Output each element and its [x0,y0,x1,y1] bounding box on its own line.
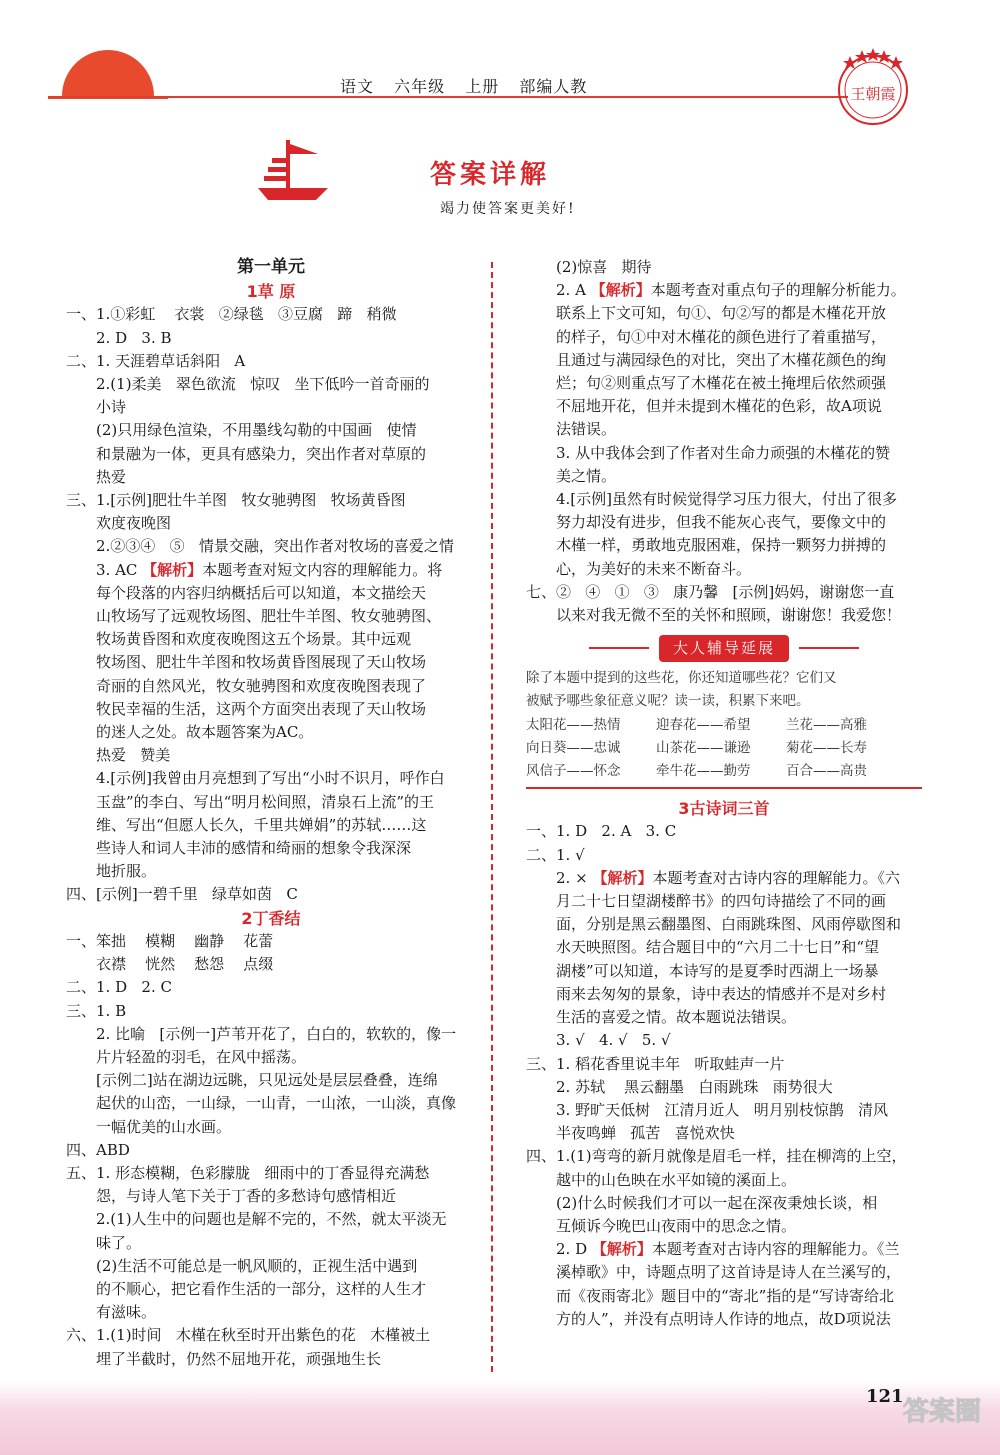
answer-line: 四、1.(1)弯弯的新月就像是眉毛一样，挂在柳湾的上空， [526,1147,907,1166]
flower-meaning: 山茶花——谦逊 [656,739,751,756]
answer-line: 2. D 3. B [96,328,172,347]
answer-line: 2. A 【解析】本题考查对重点句子的理解分析能力。 [556,281,906,300]
page-footer [0,1380,1000,1455]
watermark-logo [892,1388,992,1448]
answer-line: 半夜鸣蝉 孤苦 喜悦欢快 [556,1124,735,1143]
answer-line: 2. D 【解析】本题考查对古诗内容的理解能力。《兰 [556,1240,900,1259]
answer-line: 3. 从中我体会到了作者对生命力顽强的木槿花的赞 [556,443,891,462]
flower-list [526,714,922,784]
book-info [340,74,601,97]
ornament-left [589,647,649,649]
answer-line: 2.(1)柔美 翠色欲流 惊叹 坐下低吟一首奇丽的 [96,375,430,394]
answer-line: 怨，与诗人笔下关于丁香的多愁诗句感情相近 [96,1187,397,1206]
answer-line: 互倾诉今晚巴山夜雨中的思念之情。 [556,1216,797,1235]
answer-line: 牧场黄昏图和欢度夜晚图这五个场景。其中远观 [96,630,412,649]
answer-line: 些诗人和词人丰沛的感情和绮丽的想象令我深深 [96,839,412,858]
answer-line: 衣襟 恍然 愁怨 点缀 [96,955,274,974]
answer-line: 一、笨拙 模糊 幽静 花蕾 [66,931,274,950]
page-subtitle: 竭力使答案更美好! [440,201,576,217]
answer-line: (2)只用绿色渲染，不用墨线勾勒的中国画 使情 [96,421,417,440]
flower-meaning: 菊花——长寿 [786,739,867,756]
answer-line: 小诗 [96,398,127,417]
answer-line: 三、1. B [66,1001,127,1020]
page-number: 121 [866,1386,904,1407]
answer-line: 2. 比喻 [示例一]芦苇开花了，白白的，软软的，像一 [96,1024,457,1043]
answer-line: 2. 苏轼 黑云翻墨 白雨跳珠 雨势很大 [556,1077,833,1096]
answer-line: 2.(1)人生中的问题也是解不完的，不然，就太平淡无 [96,1210,447,1229]
answer-line: 味了。 [96,1233,142,1252]
right-column [526,256,922,1331]
answer-line: 牧场图、肥壮牛羊图和牧场黄昏图展现了天山牧场 [96,653,427,672]
answer-line: 二、1. 天涯碧草话斜阳 A [66,351,246,370]
answer-block [526,820,922,866]
lesson-title: 1草 原 [246,282,296,302]
answer-line: [示例二]站在湖边远眺，只见远处是层层叠叠，连绵 [96,1071,438,1090]
answer-line: 地折服。 [96,862,157,881]
svg-text:答案圈: 答案圈 [902,1397,982,1427]
answer-line: 湖楼”可以知道，本诗写的是夏季时西湖上一场暴 [556,961,879,980]
answer-line: 月二十七日望湖楼醉书》的四句诗描绘了不同的画 [556,892,887,911]
tutor-box-label: 大人辅导延展 [659,635,789,662]
answer-line: 3. √ 4. √ 5. √ [556,1031,671,1050]
answer-line: 二、1. √ [526,845,585,864]
answer-line: (2)什么时候我们才可以一起在深夜秉烛长谈，相 [556,1193,878,1212]
answer-line: 雨来去匆匆的景象，诗中表达的情感并不是对乡村 [556,984,887,1003]
answer-line: 2. × 【解析】本题考查对古诗内容的理解能力。《六 [556,868,900,887]
answer-block [66,303,476,558]
answer-line: 维、写出“但愿人长久，千里共婵娟”的苏轼……这 [96,815,427,834]
answer-block [66,930,476,1371]
answer-line: 水天映照图。结合题目中的“六月二十七日”和“望 [556,938,880,957]
answer-line: 每个段落的内容归纳概括后可以知道，本文描绘天 [96,583,427,602]
answer-line: 奇丽的自然风光，牧女驰骋图和欢度夜晚图表现了 [96,676,427,695]
flower-meaning: 百合——高贵 [786,763,867,780]
left-column [66,256,476,1371]
brand-name: 王朝霞 [850,85,896,103]
answer-block [526,302,922,627]
answer-block [66,582,476,907]
answer-line: 二、1. D 2. C [66,978,172,997]
answer-line: 的迷人之处。故本题答案为AC。 [96,723,314,742]
page-title: 答案详解 [430,160,551,190]
box-rule [526,787,922,789]
analysis-tag: 【解析】 [590,281,651,300]
ornament-right [799,647,859,649]
answer-line: 而《夜雨寄北》题目中的“寄北”指的是“写诗寄给北 [556,1286,895,1305]
answer-line: 烂；句②则重点写了木槿花在被土掩埋后依然顽强 [556,374,887,393]
answer-line: 一、1. D 2. A 3. C [526,822,677,841]
answer-line: 4.[示例]虽然有时候觉得学习压力很大，付出了很多 [556,490,898,509]
edition: 部编人教 [519,77,588,96]
flower-meaning: 迎春花——希望 [656,716,751,733]
answer-line: (2)生活不可能总是一帆风顺的，正视生活中遇到 [96,1256,418,1275]
answer-line: 不屈地开花，但并未提到木槿花的色彩，故A项说 [556,397,882,416]
grade: 六年级 [394,77,446,96]
tutor-box-title [589,635,859,661]
answer-line: 面，分别是黑云翻墨图、白雨跳珠图、风雨停歇图和 [556,915,902,934]
answer-line: 起伏的山峦，一山绿，一山青，一山浓，一山淡，真像 [96,1094,457,1113]
answer-line: 和景融为一体，更具有感染力，突出作者对草原的 [96,444,427,463]
answer-line: 联系上下文可知，句①、句②写的都是木槿花开放 [556,304,887,323]
analysis-tag: 【解析】 [592,868,653,887]
unit-title: 第一单元 [237,257,305,277]
flower-meaning: 太阳花——热情 [526,716,621,733]
answer-line: 木槿一样，勇敢地克服困难，保持一颗努力拼搏的 [556,536,887,555]
flower-meaning: 兰花——高雅 [786,716,867,733]
answer-line: 努力却没有进步，但我不能灰心丧气，要像文中的 [556,513,887,532]
answer-line: 法错误。 [556,420,617,439]
answer-line: 七、② ④ ① ③ 康乃馨 [示例]妈妈，谢谢您一直 [526,582,895,601]
answer-line: 3. 野旷天低树 江清月近人 明月别枝惊鹊 清风 [556,1100,888,1119]
answer-line: 一、1.①彩虹 衣裳 ②绿毯 ③豆腐 蹄 稍微 [66,305,397,324]
answer-line: 生活的喜爱之情。故本题说法错误。 [556,1008,797,1027]
answer-line: 玉盘”的李白、写出“明月松间照，清泉石上流”的王 [96,792,435,811]
answer-line: 方的人”，并没有点明诗人作诗的地点，故D项说法 [556,1309,891,1328]
answer-line: 五、1. 形态模糊，色彩朦胧 细雨中的丁香显得充满愁 [66,1163,430,1182]
lesson-title: 3古诗词三首 [678,799,770,819]
answer-line: 的不顺心，把它看作生活的一部分，这样的人生才 [96,1279,427,1298]
answer-line: 四、ABD [66,1140,130,1159]
sailboat-icon [258,140,328,202]
answer-line: 且通过与满园绿色的对比，突出了木槿花颜色的绚 [556,350,887,369]
answer-line: 山牧场写了远观牧场图、肥壮牛羊图、牧女驰骋图、 [96,607,442,626]
flower-meaning: 牵牛花——勤劳 [656,763,751,780]
answer-block [526,890,922,1238]
subject: 语文 [340,77,375,96]
answer-line: 六、1.(1)时间 木槿在秋至时开出紫色的花 木槿被土 [66,1326,431,1345]
answer-line: 欢度夜晚图 [96,514,172,533]
lesson-title: 2丁香结 [241,908,301,928]
answer-line: 美之情。 [556,466,617,485]
answer-line: 以来对我无微不至的关怀和照顾，谢谢您！我爱您！ [556,606,902,625]
answer-line: 三、1. 稻花香里说丰年 听取蛙声一片 [526,1054,785,1073]
answer-line: 越中的山色映在水平如镜的溪面上。 [556,1170,797,1189]
answer-block [526,256,922,279]
tutor-intro: 除了本题中提到的这些花，你还知道哪些花？它们又 被赋予哪些象征意义呢？读一读，积累下来吧。 [526,670,837,710]
answer-line: 四、[示例]一碧千里 绿草如茵 C [66,885,298,904]
analysis-tag: 【解析】 [142,560,203,579]
answer-line: 溪棹歌》中，诗题点明了这首诗是诗人在兰溪写的， [556,1263,902,1282]
answer-line: 有滋味。 [96,1303,157,1322]
answer-line: 4.[示例]我曾由月亮想到了写出“小时不识月，呼作白 [96,769,445,788]
answer-line: 2.②③④ ⑤ 情景交融，突出作者对牧场的喜爱之情 [96,537,454,556]
answer-line: 牧民幸福的生活，这两个方面突出表现了天山牧场 [96,699,427,718]
answer-block [526,1261,922,1331]
answer-line: 的样子，句①中对木槿花的颜色进行了着重描写， [556,327,887,346]
page-header [0,0,1000,130]
flower-meaning: 风信子——怀念 [526,763,621,780]
brand-seal-icon [828,42,918,132]
answer-line: (2)惊喜 期待 [556,258,652,276]
column-divider [491,262,493,1372]
answer-line: 热爱 赞美 [96,746,171,765]
answer-line: 片片轻盈的羽毛，在风中摇荡。 [96,1047,307,1066]
answer-line: 热爱 [96,467,127,486]
answer-line: 埋了半截时，仍然不屈地开花，顽强地生长 [96,1349,382,1368]
answer-line: 3. AC 【解析】本题考查对短文内容的理解能力。将 [96,560,443,579]
answer-line: 三、1.[示例]肥壮牛羊图 牧女驰骋图 牧场黄昏图 [66,491,406,510]
flower-meaning: 向日葵——忠诚 [526,739,621,756]
term: 上册 [465,77,500,96]
answer-line: 一幅优美的山水画。 [96,1117,232,1136]
analysis-tag: 【解析】 [591,1240,652,1259]
sun-icon [48,50,168,100]
answer-line: 心，为美好的未来不断奋斗。 [556,559,752,578]
